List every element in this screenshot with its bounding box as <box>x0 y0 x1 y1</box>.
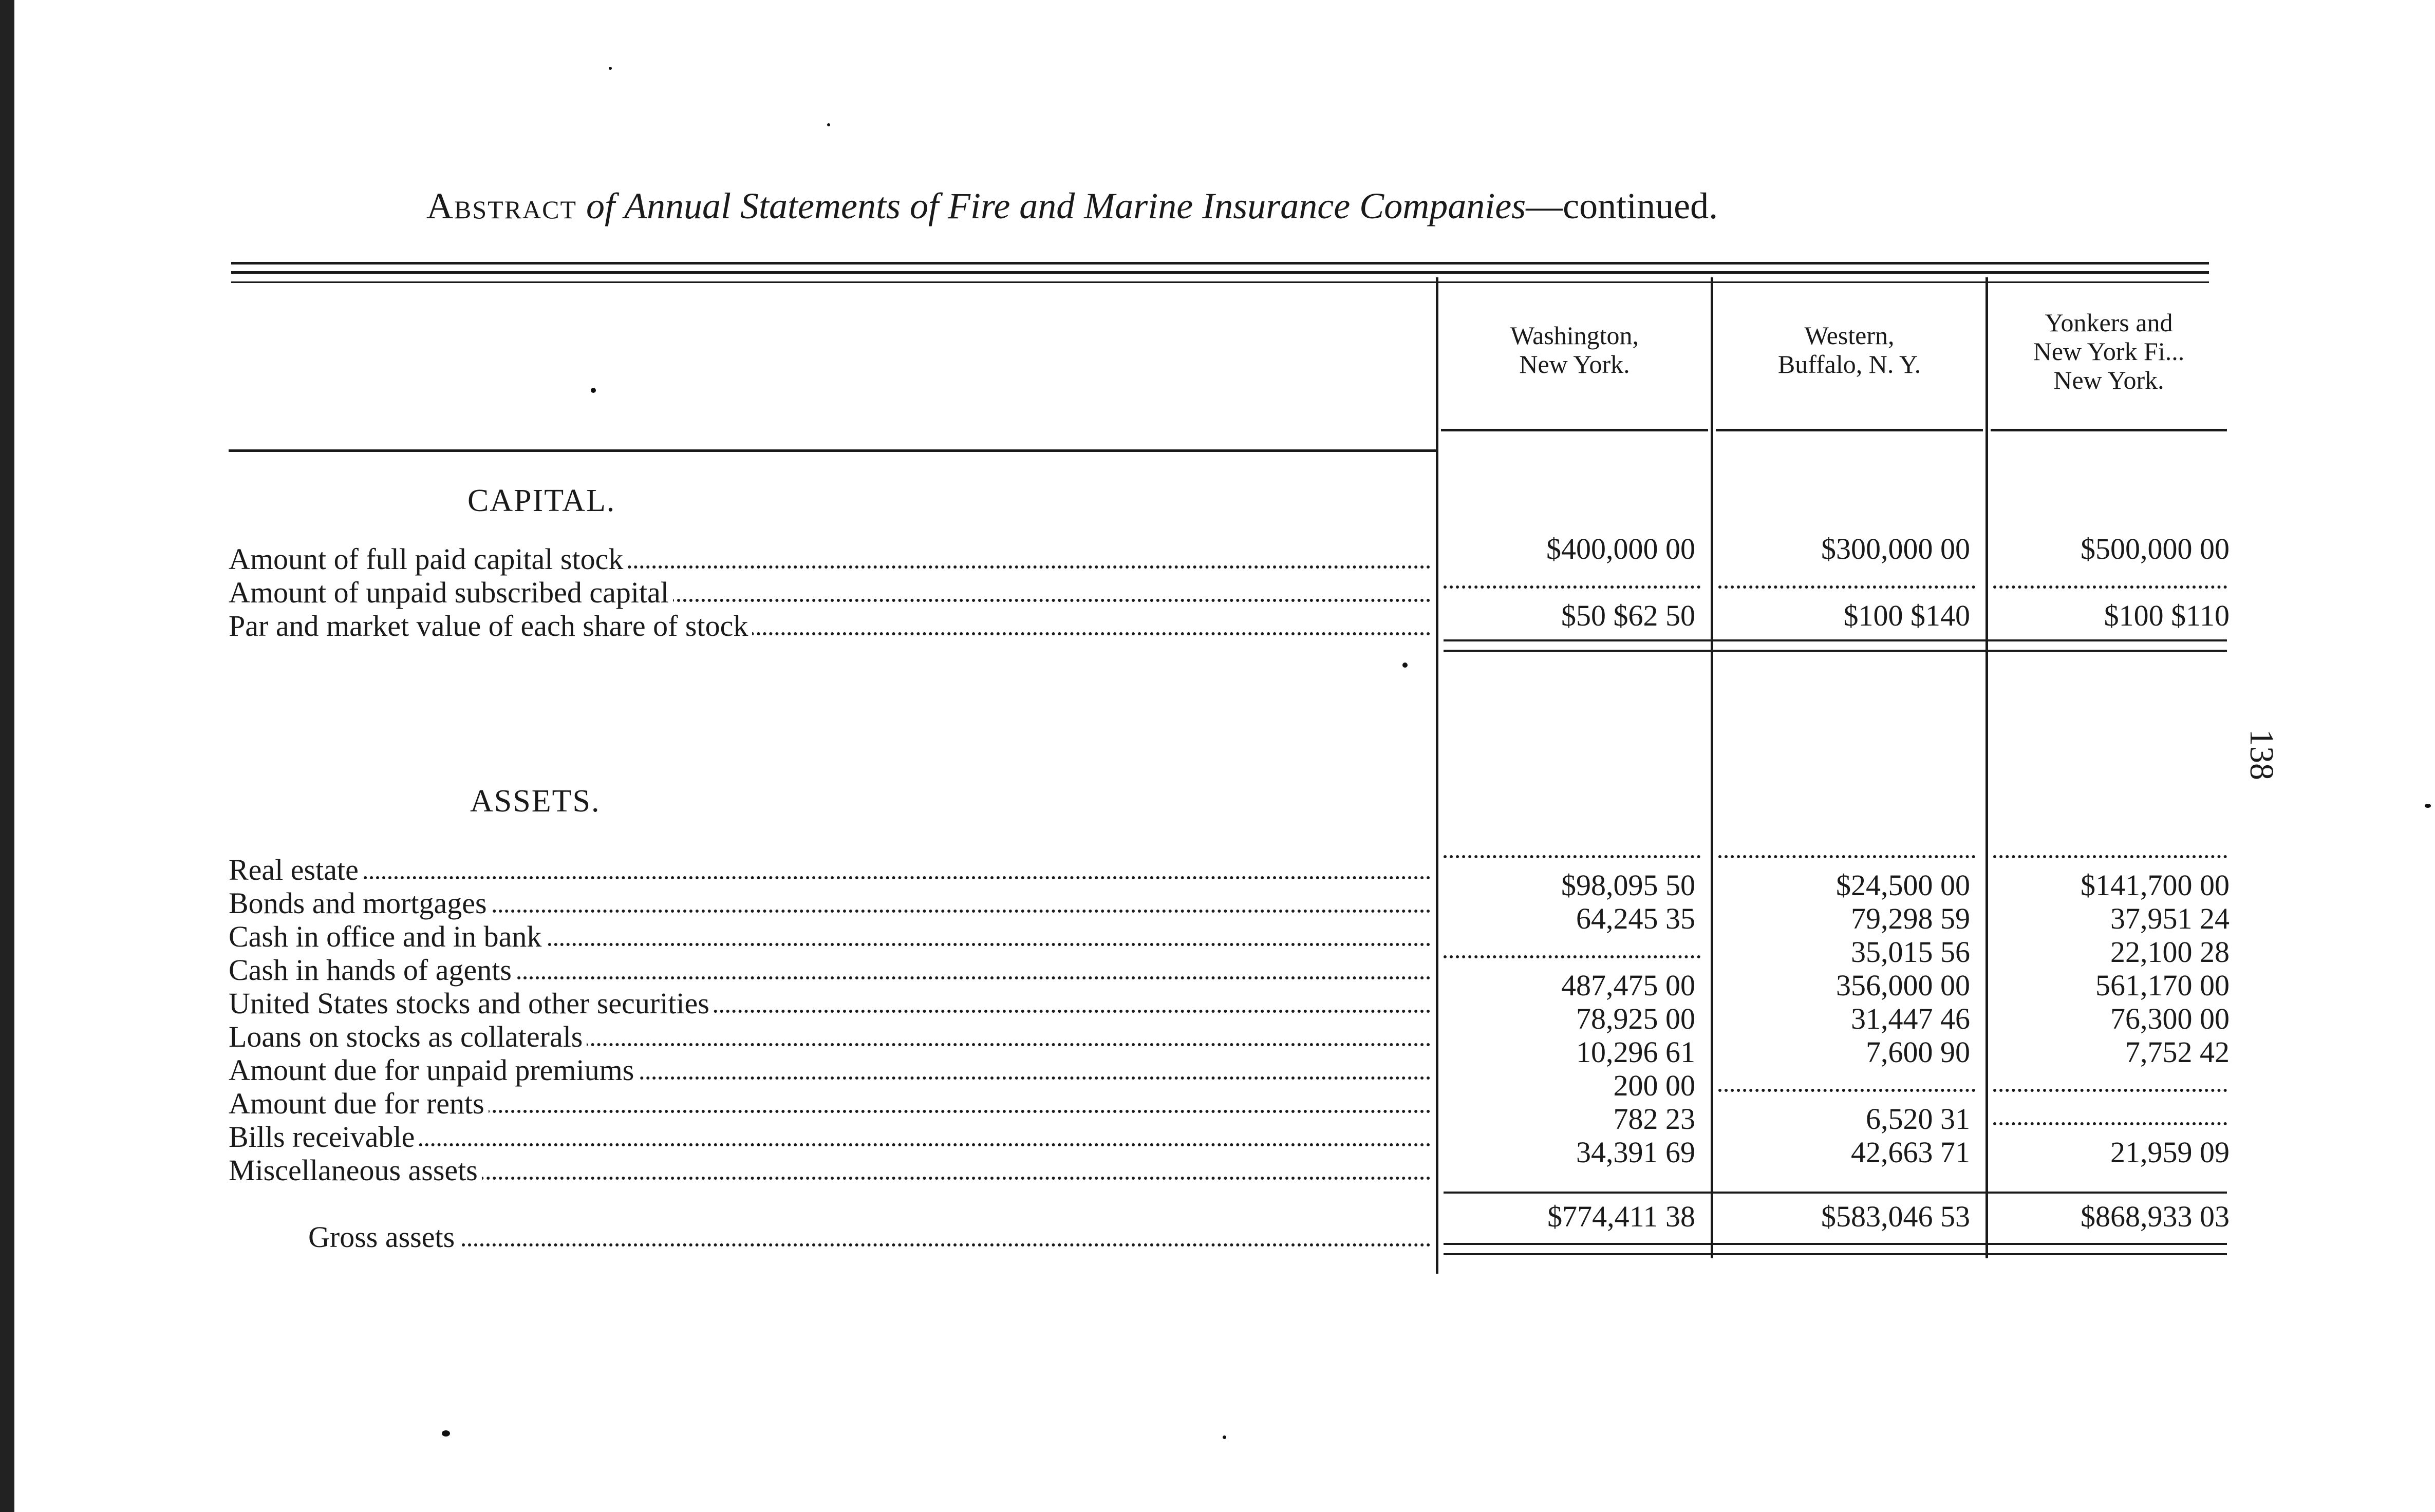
page-title <box>426 185 2019 228</box>
gross-top-rule <box>1444 1192 2227 1194</box>
label-row: Par and market value of each share of stock <box>229 609 1431 642</box>
label-row: Bills receivable <box>229 1120 1431 1154</box>
label-row: Amount of full paid capital stock <box>229 542 1431 576</box>
value-cell: $98,095 50 <box>1561 868 1695 902</box>
value-cell: $100 $140 <box>1843 599 1970 632</box>
empty-dotted-cell <box>1718 850 1975 858</box>
label-row: Real estate <box>229 853 1431 886</box>
capital-total-rule <box>1444 639 2227 641</box>
gross-assets-label: Gross assets <box>308 1220 1431 1254</box>
gross-value-cell: $583,046 53 <box>1821 1200 1970 1233</box>
divider-3 <box>1986 277 1988 1258</box>
divider-1 <box>1436 277 1438 1274</box>
scan-speck <box>609 67 612 70</box>
value-cell: $24,500 00 <box>1836 868 1970 902</box>
empty-dotted-cell <box>1993 850 2227 858</box>
title-of: of <box>586 185 615 226</box>
empty-dotted-cell <box>1444 580 1700 589</box>
label-row: Cash in hands of agents <box>229 953 1431 987</box>
label-row: United States stocks and other securities <box>229 986 1431 1020</box>
top-rule-1 <box>231 262 2209 264</box>
value-cell: 79,298 59 <box>1851 902 1970 935</box>
scan-speck <box>442 1430 450 1437</box>
column-header-yonkers: Yonkers and New York Fi... New York. <box>2033 308 2185 394</box>
top-rule-3 <box>231 281 2209 283</box>
value-cell: 7,600 90 <box>1866 1035 1970 1069</box>
label-row: Amount due for unpaid premiums <box>229 1053 1431 1087</box>
value-cell: 78,925 00 <box>1576 1002 1695 1035</box>
scan-edge-shadow <box>0 0 14 1512</box>
scan-speck <box>591 388 596 393</box>
capital-total-rule <box>1444 650 2227 652</box>
value-cell: 10,296 61 <box>1576 1035 1695 1069</box>
value-cell: 22,100 28 <box>2110 935 2230 969</box>
gross-value-cell: $868,933 03 <box>2081 1200 2230 1233</box>
value-cell: 76,300 00 <box>2110 1002 2230 1035</box>
value-cell: 200 00 <box>1613 1069 1695 1102</box>
empty-dotted-cell <box>1718 580 1975 589</box>
value-cell: $100 $110 <box>2104 599 2230 632</box>
value-cell: $500,000 00 <box>2081 532 2230 565</box>
empty-dotted-cell <box>1718 1084 1975 1092</box>
value-cell: $50 $62 50 <box>1561 599 1695 632</box>
title-suffix: —continued. <box>1526 185 1718 226</box>
divider-2 <box>1711 277 1713 1258</box>
scan-speck <box>827 123 830 126</box>
empty-dotted-cell <box>1993 580 2227 589</box>
value-cell: 31,447 46 <box>1851 1002 1970 1035</box>
gross-bottom-rule <box>1444 1243 2227 1245</box>
value-cell: 782 23 <box>1613 1102 1695 1136</box>
header-rule-col1 <box>1441 429 1708 431</box>
empty-dotted-cell <box>1993 1117 2227 1125</box>
scan-speck <box>1402 663 1408 668</box>
column-header-western: Western, Buffalo, N. Y. <box>1777 321 1921 379</box>
label-row: Amount due for rents <box>229 1086 1431 1120</box>
page-number: 138 <box>2243 729 2280 780</box>
value-cell: 34,391 69 <box>1576 1136 1695 1169</box>
value-cell: 6,520 31 <box>1866 1102 1970 1136</box>
section-heading-assets: ASSETS. <box>470 784 601 819</box>
label-row: Cash in office and in bank <box>229 919 1431 953</box>
empty-dotted-cell <box>1993 1084 2227 1092</box>
title-prefix: Abstract <box>426 185 577 226</box>
value-cell: 7,752 42 <box>2125 1035 2230 1069</box>
top-rule-2 <box>231 271 2209 274</box>
value-cell: $300,000 00 <box>1821 532 1970 565</box>
value-cell: 487,475 00 <box>1561 969 1695 1002</box>
value-cell: 35,015 56 <box>1851 935 1970 969</box>
header-rule-col2 <box>1716 429 1983 431</box>
gross-bottom-rule <box>1444 1253 2227 1255</box>
value-cell: 42,663 71 <box>1851 1136 1970 1169</box>
value-cell: $141,700 00 <box>2081 868 2230 902</box>
section-heading-capital: CAPITAL. <box>467 483 616 518</box>
label-row: Bonds and mortgages <box>229 886 1431 920</box>
scan-speck <box>1223 1435 1226 1439</box>
label-row: Miscellaneous assets <box>229 1153 1431 1187</box>
value-cell: 561,170 00 <box>2095 969 2230 1002</box>
header-rule-col3 <box>1991 429 2227 431</box>
gross-value-cell: $774,411 38 <box>1547 1200 1695 1233</box>
scan-speck <box>2425 804 2431 808</box>
column-header-washington: Washington, New York. <box>1510 321 1639 379</box>
label-row: Loans on stocks as collaterals <box>229 1019 1431 1053</box>
empty-dotted-cell <box>1444 850 1700 858</box>
value-cell: 356,000 00 <box>1836 969 1970 1002</box>
value-cell: 64,245 35 <box>1576 902 1695 935</box>
header-rule <box>229 449 1436 452</box>
label-row: Amount of unpaid subscribed capital <box>229 575 1431 609</box>
value-cell: 21,959 09 <box>2110 1136 2230 1169</box>
value-cell: $400,000 00 <box>1546 532 1695 565</box>
title-main: Annual Statements of Fire and Marine Insurance Companies <box>624 185 1526 226</box>
value-cell: 37,951 24 <box>2110 902 2230 935</box>
empty-dotted-cell <box>1444 950 1700 958</box>
